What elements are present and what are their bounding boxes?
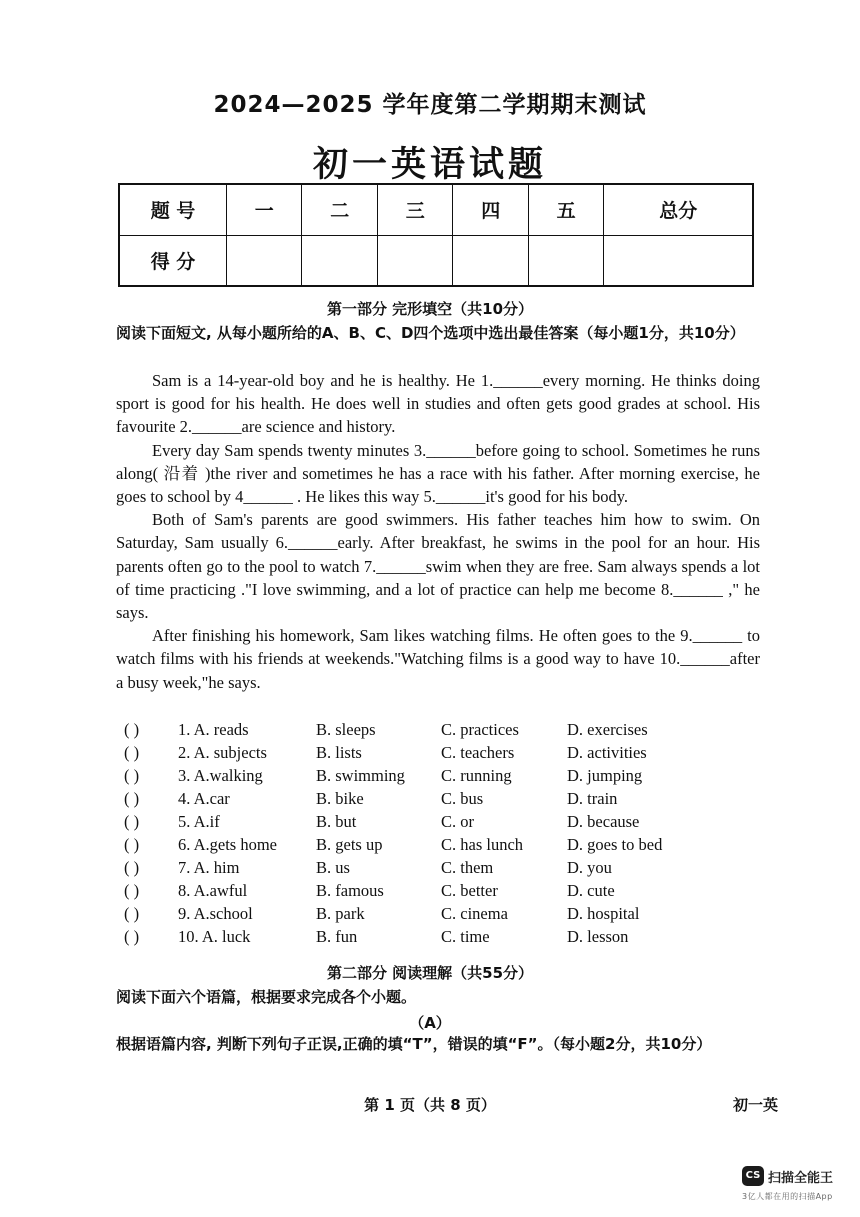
passage-paragraph: Both of Sam's parents are good swimmers. His father teaches him how to swim. On Saturday, Sam usually 6.______early. After breakfast, he swims in the pool for an hour. His parents often go to the pool to watch 7.______swim when they are free. Sam always spends a lot of time practicing ."I love swimming, and a lot of practice can help me become 8.______ ," he says. <box>116 510 760 623</box>
option-a: 1. A. reads <box>178 720 249 739</box>
answer-blank[interactable]: ( ) <box>124 858 140 877</box>
score-cell-total: 总分 <box>604 184 753 235</box>
option-a: 6. A.gets home <box>178 835 277 854</box>
exam-subtitle: 初一英语试题 <box>312 145 547 185</box>
option-d: D. train <box>567 789 618 808</box>
score-cell-part4: 四 <box>453 184 528 235</box>
question-row <box>118 787 758 810</box>
option-b: B. lists <box>316 743 362 762</box>
answer-blank[interactable]: ( ) <box>124 720 140 739</box>
option-d: D. exercises <box>567 720 648 739</box>
score-input-cell[interactable] <box>227 235 302 286</box>
score-cell-label: 题 号 <box>119 184 227 235</box>
option-c: C. running <box>441 766 512 785</box>
option-c: C. teachers <box>441 743 515 762</box>
option-c: C. cinema <box>441 904 508 923</box>
option-a: 7. A. him <box>178 858 240 877</box>
question-row <box>118 810 758 833</box>
score-input-cell[interactable] <box>377 235 452 286</box>
option-c: C. better <box>441 881 498 900</box>
option-d: D. lesson <box>567 927 629 946</box>
option-b: B. park <box>316 904 365 923</box>
option-c: C. time <box>441 927 490 946</box>
option-b: B. swimming <box>316 766 405 785</box>
passage-paragraph: Every day Sam spends twenty minutes 3.______before going to school. Sometimes he runs along( 沿着 )the river and sometimes he has a race with his father. After morning exercise, he goes to school by 4______ . He likes this way 5.______it's good for his body. <box>116 440 760 507</box>
option-b: B. us <box>316 858 350 877</box>
answer-blank[interactable]: ( ) <box>124 927 140 946</box>
option-c: C. or <box>441 812 474 831</box>
option-d: D. cute <box>567 881 615 900</box>
option-d: D. because <box>567 812 640 831</box>
passage-paragraph: Sam is a 14-year-old boy and he is healthy. He 1.______every morning. He thinks doing sport is good for his health. He does well in studies and often gets good grades at school. His favourite 2.______are science and history. <box>116 371 760 437</box>
score-cell-part2: 二 <box>302 184 377 235</box>
part2-title: 第二部分 阅读理解（共55分） <box>326 964 534 982</box>
option-b: B. fun <box>316 927 358 946</box>
score-input-cell[interactable] <box>302 235 377 286</box>
score-cell-part5: 五 <box>528 184 603 235</box>
option-d: D. you <box>567 858 612 877</box>
score-table-score-row <box>119 235 753 286</box>
option-d: D. jumping <box>567 766 643 785</box>
option-a: 2. A. subjects <box>178 743 267 762</box>
answer-blank[interactable]: ( ) <box>124 881 140 900</box>
answer-blank[interactable]: ( ) <box>124 789 140 808</box>
option-a: 10. A. luck <box>178 927 251 946</box>
answer-blank[interactable]: ( ) <box>124 835 140 854</box>
options-list <box>118 718 758 948</box>
scanner-watermark <box>742 1166 852 1206</box>
option-c: C. bus <box>441 789 484 808</box>
score-row-label: 得 分 <box>119 235 227 286</box>
option-b: B. famous <box>316 881 384 900</box>
page-number: 第 1 页（共 8 页） <box>364 1096 496 1114</box>
section-a-heading: （A） <box>409 1014 451 1032</box>
question-row <box>118 764 758 787</box>
exam-title: 2024—2025 学年度第二学期期末测试 <box>213 92 647 118</box>
footer-subject: 初一英 <box>733 1096 779 1114</box>
scanner-app-name: 扫描全能王 <box>768 1171 834 1186</box>
part1-instruction: 阅读下面短文, 从每小题所给的A、B、C、D四个选项中选出最佳答案（每小题1分，共10分） <box>116 324 745 342</box>
answer-blank[interactable]: ( ) <box>124 743 140 762</box>
option-d: D. goes to bed <box>567 835 663 854</box>
question-row <box>118 741 758 764</box>
score-cell-part1: 一 <box>227 184 302 235</box>
question-row <box>118 833 758 856</box>
section-a-instruction: 根据语篇内容, 判断下列句子正误,正确的填“T”，错误的填“F”。（每小题2分，共10分） <box>116 1035 712 1053</box>
option-a: 4. A.car <box>178 789 230 808</box>
question-row <box>118 925 758 948</box>
part2-instruction: 阅读下面六个语篇，根据要求完成各个小题。 <box>116 988 417 1006</box>
cloze-passage <box>116 369 760 694</box>
answer-blank[interactable]: ( ) <box>124 766 140 785</box>
option-a: 5. A.if <box>178 812 220 831</box>
passage-paragraph: After finishing his homework, Sam likes watching films. He often goes to the 9.______ to watch films with his friends at weekends."Watching films is a good way to have 10.______after a busy week,"he says. <box>116 626 760 692</box>
score-input-cell[interactable] <box>528 235 603 286</box>
scanner-tagline: 3亿人都在用的扫描App <box>742 1192 833 1201</box>
option-c: C. has lunch <box>441 835 524 854</box>
question-row <box>118 718 758 741</box>
answer-blank[interactable]: ( ) <box>124 904 140 923</box>
option-a: 9. A.school <box>178 904 253 923</box>
score-input-cell[interactable] <box>604 235 753 286</box>
question-row <box>118 879 758 902</box>
answer-blank[interactable]: ( ) <box>124 812 140 831</box>
scanner-logo-icon: CS <box>742 1166 764 1186</box>
score-table-header-row <box>119 184 753 235</box>
score-cell-part3: 三 <box>377 184 452 235</box>
option-b: B. gets up <box>316 835 383 854</box>
option-c: C. them <box>441 858 494 877</box>
option-c: C. practices <box>441 720 519 739</box>
option-d: D. hospital <box>567 904 640 923</box>
option-b: B. bike <box>316 789 364 808</box>
option-b: B. sleeps <box>316 720 376 739</box>
score-input-cell[interactable] <box>453 235 528 286</box>
part1-title: 第一部分 完形填空（共10分） <box>326 300 534 318</box>
option-b: B. but <box>316 812 357 831</box>
question-row <box>118 902 758 925</box>
score-table <box>118 183 754 287</box>
option-a: 3. A.walking <box>178 766 263 785</box>
question-row <box>118 856 758 879</box>
option-d: D. activities <box>567 743 647 762</box>
option-a: 8. A.awful <box>178 881 248 900</box>
